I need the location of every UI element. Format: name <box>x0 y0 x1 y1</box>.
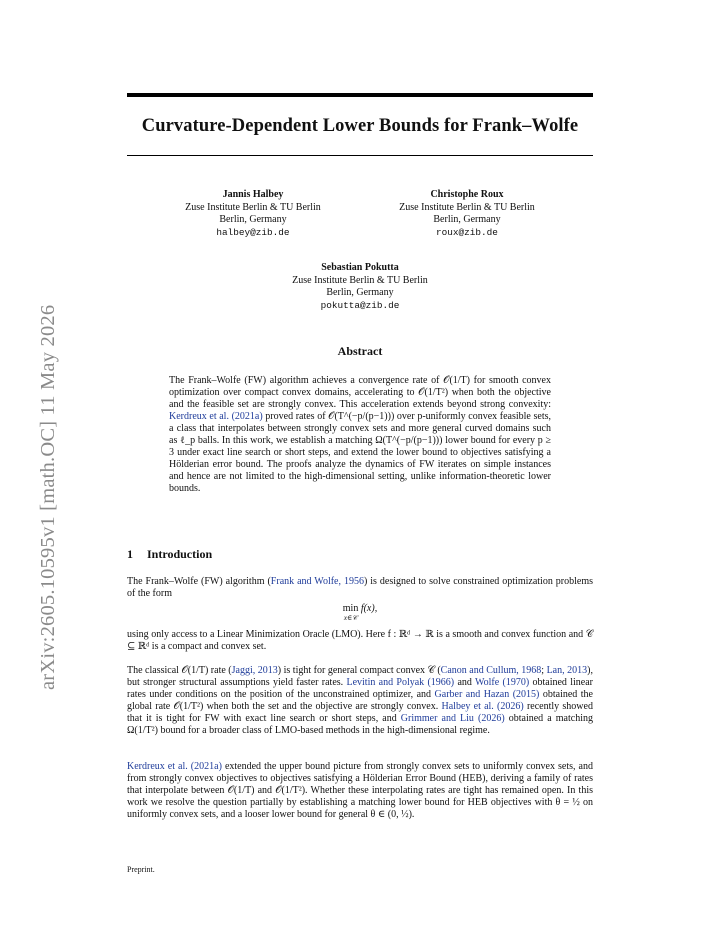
citation-link[interactable]: Grimmer and Liu (2026) <box>400 713 505 724</box>
section-title: Introduction <box>147 547 213 561</box>
abstract-heading: Abstract <box>337 344 383 358</box>
paragraph <box>127 665 593 737</box>
author-block <box>381 189 553 239</box>
author-location: Berlin, Germany <box>326 287 394 298</box>
author-location: Berlin, Germany <box>219 214 287 225</box>
citation-link[interactable]: Canon and Cullum, 1968 <box>440 665 542 676</box>
paragraph <box>127 761 593 821</box>
paragraph-text: obtained the global rate 𝒪(1/T²) when both the set and the objective are strongly convex. <box>127 689 593 712</box>
paragraph-text: The classical 𝒪(1/T) rate ( <box>127 665 232 676</box>
paragraph-text: The Frank–Wolfe (FW) algorithm ( <box>127 576 271 587</box>
citation-link[interactable]: Kerdreux et al. (2021a) <box>127 761 222 772</box>
abstract-body <box>169 375 551 495</box>
citation-link[interactable]: Wolfe (1970) <box>475 677 530 688</box>
paragraph <box>127 576 593 600</box>
paragraph-text: recently showed that it is tight for FW with exact line search or short steps, and <box>127 701 593 724</box>
equation-min: min <box>342 603 359 614</box>
paragraph-text: ) is tight for general compact convex 𝒞 ( <box>277 665 441 676</box>
abstract-text: proved rates of 𝒪(T^(−p/(p−1))) over p-uniformly convex feasible sets, a class that interpolates between strongly convex sets and more general curved domains such as ℓ_p balls. In this work, we establish a matching Ω(T^(−p/(p−1))) lower bound for every p ≥ 3 under exact line search or short steps, and extend the lower bound to objectives satisfying a Hölderian error bound. The proofs analyze the dynamics of FW iterates on simple instances and hence are not limited to the high-dimensional setting, unlike information-theoretic lower bounds. <box>169 411 551 494</box>
author-block <box>274 262 446 312</box>
footer-note: Preprint. <box>127 865 155 874</box>
equation-subscript: x∈𝒞 <box>343 614 358 622</box>
author-affiliation: Zuse Institute Berlin & TU Berlin <box>399 201 535 213</box>
paragraph-text: ) is designed to solve constrained optimization problems of the form <box>127 576 594 599</box>
author-email[interactable]: halbey@zib.de <box>216 226 290 238</box>
author-email[interactable]: pokutta@zib.de <box>320 299 400 311</box>
paragraph-text: obtained a matching Ω(1/T²) bound for a broader class of LMO-based methods in the high-dimensional regime. <box>127 713 593 736</box>
paragraph-text: ; <box>541 665 547 676</box>
citation-link[interactable]: Lan, 2013 <box>546 665 588 676</box>
paper-title: Curvature-Dependent Lower Bounds for Frank–Wolfe <box>141 116 579 136</box>
paragraph: using only access to a Linear Minimization Oracle (LMO). Here f : ℝᵈ → ℝ is a smooth and convex function and 𝒞 ⊆ ℝᵈ is a compact and convex set. <box>127 629 593 652</box>
author-affiliation: Zuse Institute Berlin & TU Berlin <box>185 201 321 213</box>
section-heading <box>127 547 212 562</box>
equation-operator <box>343 603 359 622</box>
equation-body: f(x), <box>358 603 378 614</box>
section-number: 1 <box>127 547 133 561</box>
arxiv-sidebar <box>14 244 59 690</box>
paragraph-text: and <box>454 677 476 688</box>
paragraph-text: obtained linear rates under conditions on the position of the unconstrained optimizer, and <box>127 677 593 700</box>
citation-link[interactable]: Frank and Wolfe, 1956 <box>270 576 364 587</box>
display-equation <box>127 603 593 622</box>
citation-link[interactable]: Halbey et al. (2026) <box>441 701 524 712</box>
citation-link[interactable]: Kerdreux et al. (2021a) <box>169 411 263 422</box>
citation-link[interactable]: Garber and Hazan (2015) <box>434 689 540 700</box>
title-rule-top <box>127 93 593 97</box>
title-rule-bottom <box>127 155 593 156</box>
author-email[interactable]: roux@zib.de <box>436 226 498 238</box>
arxiv-identifier: arXiv:2605.10595v1 [math.OC] 11 May 2026 <box>37 304 59 690</box>
author-name: Christophe Roux <box>430 189 504 200</box>
author-name: Sebastian Pokutta <box>321 262 399 273</box>
author-location: Berlin, Germany <box>433 214 501 225</box>
citation-link[interactable]: Jaggi, 2013 <box>231 665 278 676</box>
author-affiliation: Zuse Institute Berlin & TU Berlin <box>292 274 428 286</box>
paragraph-text: ), but stronger structural assumptions yield faster rates. <box>127 665 593 688</box>
paragraph-text: extended the upper bound picture from strongly convex sets to uniformly convex sets, and from strongly convex objectives to objectives satisfying a Hölderian Error Bound (HEB), deriving a family of rates that interpolate between 𝒪(1/T) and 𝒪(1/T²). Whether these interpolating rates are tight has remained open. In this work we resolve the question partially by establishing a matching lower bound for HEB objectives with θ = ½ on uniformly convex sets, and a looser lower bound for general θ ∈ (0, ½). <box>127 761 594 820</box>
citation-link[interactable]: Levitin and Polyak (1966) <box>346 677 455 688</box>
author-name: Jannis Halbey <box>222 189 284 200</box>
author-block <box>167 189 339 239</box>
abstract-text: The Frank–Wolfe (FW) algorithm achieves a convergence rate of 𝒪(1/T) for smooth convex optimization over compact convex domains, accelerating to 𝒪(1/T²) when both the objective and the feasible set are strongly convex. This acceleration extends beyond strong convexity: <box>169 375 551 410</box>
